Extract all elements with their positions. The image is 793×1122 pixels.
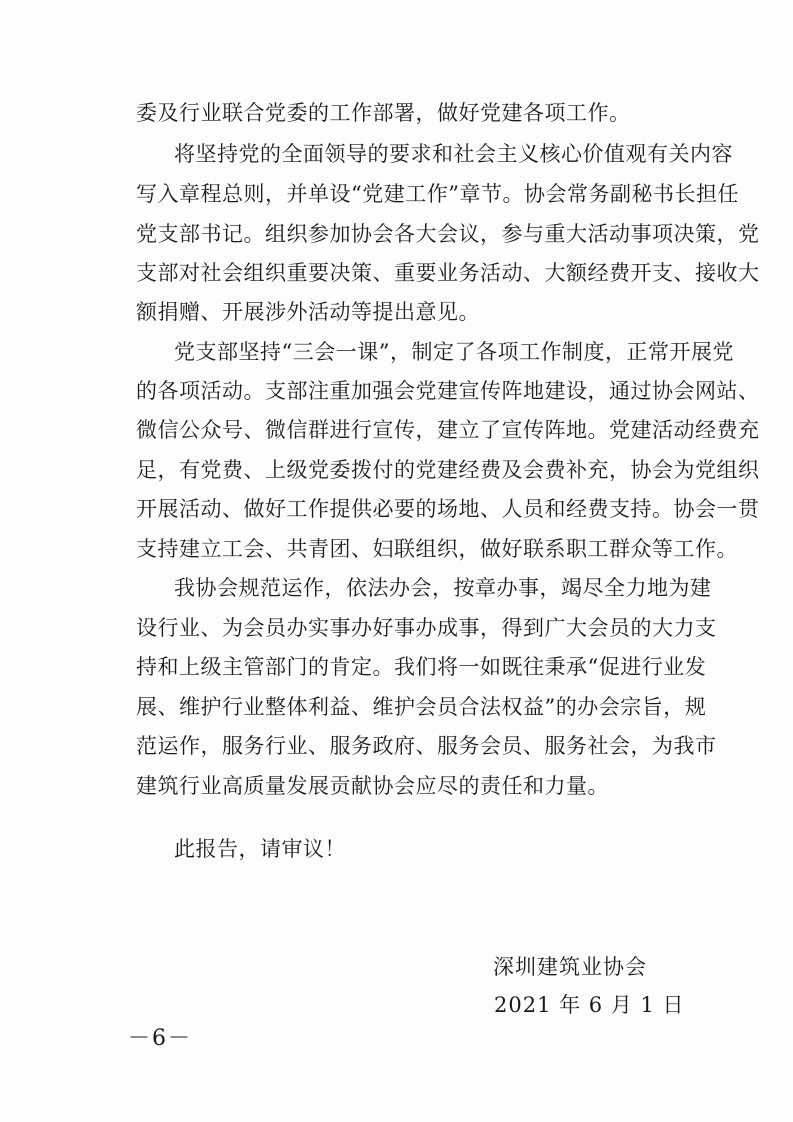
page-number: －6－ (128, 1026, 192, 1051)
paragraph-4-line-1: 我协会规范运作，依法办会，按章办事，竭尽全力地为建 (174, 576, 712, 600)
paragraph-4-line-6: 建筑行业高质量发展贡献协会应尽的责任和力量。 (136, 774, 609, 798)
paragraph-2-line-3: 党支部书记。组织参加协会各大会议，参与重大活动事项决策，党 (136, 222, 760, 246)
paragraph-3-line-6: 支持建立工会、共青团、妇联组织，做好联系职工群众等工作。 (136, 537, 738, 561)
paragraph-3-line-3: 微信公众号、微信群进行宣传，建立了宣传阵地。党建活动经费充 (136, 418, 760, 442)
signature-organization: 深圳建筑业协会 (493, 955, 647, 979)
paragraph-1-line-1: 委及行业联合党委的工作部署，做好党建各项工作。 (136, 101, 631, 125)
paragraph-2-line-5: 额捐赠、开展涉外活动等提出意见。 (136, 300, 480, 324)
paragraph-3-line-4: 足，有党费、上级党委拨付的党建经费及会费补充，协会为党组织 (136, 458, 760, 482)
paragraph-4-line-3: 持和上级主管部门的肯定。我们将一如既往秉承“促进行业发 (136, 655, 707, 679)
paragraph-4-line-2: 设行业、为会员办实事办好事办成事，得到广大会员的大力支 (136, 616, 717, 640)
paragraph-2-line-4: 支部对社会组织重要决策、重要业务活动、大额经费开支、接收大 (136, 261, 760, 285)
paragraph-3-line-1: 党支部坚持“三会一课”，制定了各项工作制度，正常开展党 (174, 340, 734, 364)
paragraph-3-line-5: 开展活动、做好工作提供必要的场地、人员和经费支持。协会一贯 (136, 497, 760, 521)
paragraph-3-line-2: 的各项活动。支部注重加强会党建宣传阵地建设，通过协会网站、 (136, 379, 760, 403)
closing-line: 此报告，请审议！ (174, 837, 346, 861)
paragraph-2-line-2: 写入章程总则，并单设“党建工作”章节。协会常务副秘书长担任 (136, 182, 739, 206)
signature-date: 2021 年 6 月 1 日 (494, 993, 685, 1017)
paragraph-2-line-1: 将坚持党的全面领导的要求和社会主义核心价值观有关内容 (174, 142, 733, 166)
paragraph-4-line-5: 范运作，服务行业、服务政府、服务会员、服务社会，为我市 (136, 734, 717, 758)
paragraph-4-line-4: 展、维护行业整体利益、维护会员合法权益”的办会宗旨，规 (136, 695, 707, 719)
